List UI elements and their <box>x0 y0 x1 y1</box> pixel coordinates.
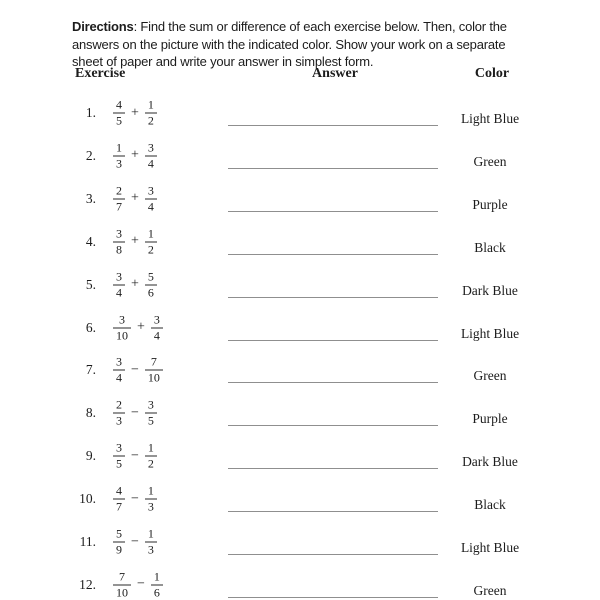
fraction-1-denominator: 3 <box>116 156 122 171</box>
exercise-number: 11. <box>79 534 96 549</box>
fraction-2 <box>151 570 163 599</box>
exercise-row <box>0 220 600 264</box>
answer-blank <box>228 340 438 341</box>
fraction-1 <box>113 313 131 342</box>
fraction-1-numerator: 2 <box>113 184 125 199</box>
column-header-exercise: Exercise <box>75 66 126 81</box>
fraction-1-numerator: 5 <box>113 528 125 543</box>
fraction-1 <box>113 528 125 557</box>
column-header-color: Color <box>474 66 510 81</box>
operator-sign: − <box>131 448 139 464</box>
exercise-number: 10. <box>79 491 96 507</box>
fraction-2 <box>151 313 163 342</box>
fraction-2-numerator: 1 <box>145 99 157 114</box>
exercise-number: 1. <box>85 105 96 120</box>
exercise-expression <box>113 313 163 342</box>
operator-sign: + <box>131 233 139 249</box>
fraction-1-numerator: 3 <box>113 313 131 328</box>
exercise-row <box>0 520 600 564</box>
fraction-2 <box>145 270 157 299</box>
fraction-1-denominator: 10 <box>116 585 128 600</box>
color-label: Light Blue <box>460 111 520 126</box>
fraction-2-numerator: 3 <box>151 313 163 328</box>
answer-blank <box>228 425 438 426</box>
fraction-2-denominator: 5 <box>147 413 154 428</box>
fraction-1-numerator: 3 <box>113 356 125 371</box>
answer-blank <box>228 554 438 555</box>
exercise-row <box>0 134 600 178</box>
color-label: Green <box>473 582 507 598</box>
fraction-2-denominator: 4 <box>147 156 154 171</box>
exercise-row <box>0 477 600 521</box>
fraction-2 <box>145 399 157 428</box>
fraction-2-numerator: 1 <box>145 227 157 242</box>
fraction-1 <box>113 184 125 213</box>
fraction-1 <box>113 356 125 385</box>
exercise-expression <box>113 356 163 385</box>
operator-sign: + <box>131 105 139 120</box>
fraction-1-denominator: 7 <box>116 499 122 514</box>
fraction-2-numerator: 5 <box>145 270 157 285</box>
operator-sign: − <box>131 405 139 421</box>
answer-blank <box>228 254 438 255</box>
exercise-row <box>0 306 600 350</box>
fraction-1 <box>113 270 125 299</box>
column-header-answer: Answer <box>312 66 358 81</box>
operator-sign: + <box>131 147 139 163</box>
color-label: Dark Blue <box>462 454 518 470</box>
fraction-1-numerator: 3 <box>113 270 125 285</box>
operator-sign: − <box>131 362 139 378</box>
fraction-1-denominator: 5 <box>116 456 122 471</box>
fraction-1-numerator: 4 <box>113 99 125 114</box>
operator-sign: − <box>131 491 139 507</box>
fraction-2-denominator: 6 <box>147 285 154 300</box>
fraction-2-denominator: 3 <box>147 542 154 557</box>
fraction-1-numerator: 3 <box>113 227 125 242</box>
fraction-1-denominator: 4 <box>116 285 122 300</box>
fraction-2 <box>145 141 157 170</box>
fraction-1-denominator: 8 <box>116 242 122 257</box>
fraction-1 <box>113 570 131 599</box>
fraction-1-numerator: 7 <box>113 570 131 585</box>
color-label: Light Blue <box>460 325 520 341</box>
answer-blank <box>228 211 438 212</box>
exercise-number: 7. <box>85 362 96 378</box>
exercise-expression <box>113 442 157 471</box>
fraction-1 <box>113 485 125 514</box>
fraction-1-numerator: 2 <box>113 399 125 414</box>
operator-sign: + <box>137 319 145 335</box>
fraction-1 <box>113 99 125 128</box>
fraction-2-denominator: 4 <box>147 199 154 214</box>
exercise-number: 12. <box>79 576 96 592</box>
fraction-1 <box>113 141 125 170</box>
exercise-row <box>0 91 600 135</box>
answer-blank <box>228 297 438 298</box>
exercise-number: 3. <box>85 190 96 206</box>
color-label: Green <box>473 368 507 384</box>
fraction-2-numerator: 1 <box>145 528 157 543</box>
fraction-2-numerator: 3 <box>145 399 157 414</box>
fraction-1-denominator: 9 <box>116 542 122 557</box>
fraction-1-denominator: 4 <box>116 370 122 385</box>
fraction-2 <box>145 442 157 471</box>
fraction-2 <box>145 485 157 514</box>
exercise-number: 2. <box>85 147 96 163</box>
fraction-2-numerator: 3 <box>145 184 157 199</box>
fraction-2-denominator: 3 <box>147 499 154 514</box>
exercise-number: 8. <box>85 405 96 421</box>
fraction-1-denominator: 3 <box>116 413 122 428</box>
answer-blank <box>228 382 438 383</box>
exercise-row <box>0 391 600 435</box>
exercise-expression <box>113 184 157 213</box>
fraction-2-numerator: 1 <box>151 570 163 585</box>
fraction-2-numerator: 1 <box>145 442 157 457</box>
operator-sign: + <box>131 190 139 206</box>
answer-blank <box>228 511 438 512</box>
exercise-row <box>0 434 600 478</box>
exercise-expression <box>113 570 163 599</box>
fraction-1 <box>113 442 125 471</box>
fraction-1 <box>113 227 125 256</box>
fraction-1-numerator: 4 <box>113 485 125 500</box>
exercise-row <box>0 563 600 600</box>
color-label: Light Blue <box>460 540 520 555</box>
color-label: Green <box>473 153 507 169</box>
exercise-number: 5. <box>85 276 96 292</box>
exercise-expression <box>113 528 157 557</box>
fraction-2 <box>145 99 157 128</box>
exercise-number: 6. <box>85 319 96 335</box>
fraction-1-numerator: 1 <box>113 141 125 156</box>
fraction-2-denominator: 4 <box>153 328 160 342</box>
fraction-1 <box>113 399 125 428</box>
exercise-row <box>0 177 600 221</box>
fraction-2 <box>145 528 157 557</box>
fraction-2-numerator: 3 <box>145 141 157 156</box>
color-label: Purple <box>472 411 508 427</box>
answer-blank <box>228 597 438 598</box>
fraction-2-numerator: 1 <box>145 485 157 500</box>
directions-text: : Find the sum or difference of each exercise below. Then, color the answers on the picture with the indicated color. Show your work on a separate sheet of paper and write your answer in simplest form. <box>72 19 507 69</box>
answer-blank <box>228 468 438 469</box>
exercise-row <box>0 263 600 307</box>
fraction-1-denominator: 5 <box>116 113 122 128</box>
fraction-1-numerator: 3 <box>113 442 125 457</box>
exercise-expression <box>113 399 157 428</box>
answer-blank <box>228 168 438 169</box>
fraction-2 <box>145 184 157 213</box>
fraction-2-denominator: 2 <box>147 113 154 128</box>
fraction-2-denominator: 2 <box>147 242 154 257</box>
exercise-expression <box>113 99 157 128</box>
operator-sign: − <box>131 534 139 549</box>
fraction-2-denominator: 10 <box>147 370 160 385</box>
fraction-2-denominator: 2 <box>147 456 154 471</box>
directions-label: Directions <box>72 19 134 34</box>
exercise-expression <box>113 270 157 299</box>
fraction-1-denominator: 7 <box>116 199 122 214</box>
exercise-number: 9. <box>85 448 96 464</box>
color-label: Black <box>474 497 506 513</box>
operator-sign: + <box>131 276 139 292</box>
exercise-expression <box>113 485 157 514</box>
exercise-expression <box>113 227 157 256</box>
operator-sign: − <box>137 576 145 592</box>
exercise-expression <box>113 141 157 170</box>
fraction-2 <box>145 227 157 256</box>
fraction-2 <box>145 356 163 385</box>
exercise-row <box>0 348 600 392</box>
color-label: Black <box>474 239 506 255</box>
answer-blank <box>228 125 438 126</box>
exercise-number: 4. <box>85 233 96 249</box>
fraction-2-denominator: 6 <box>153 585 160 600</box>
color-label: Purple <box>472 196 508 212</box>
fraction-1-denominator: 10 <box>116 328 128 342</box>
color-label: Dark Blue <box>462 282 518 298</box>
fraction-2-numerator: 7 <box>145 356 163 371</box>
